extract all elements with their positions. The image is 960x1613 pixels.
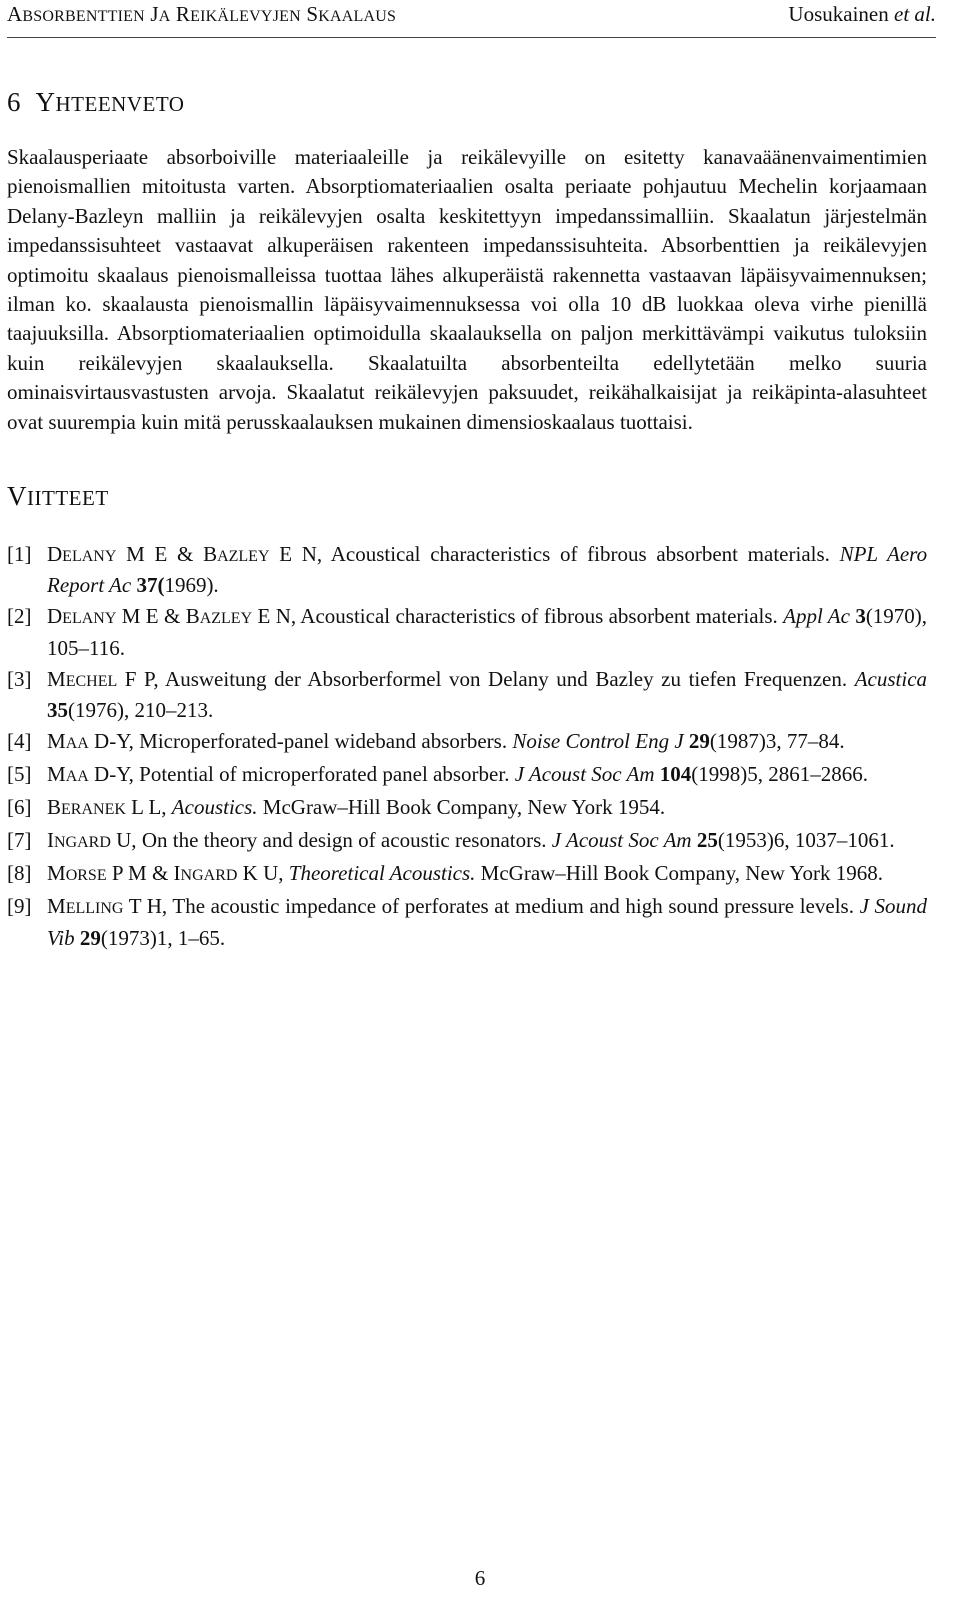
reference-title: Acoustical characteristics of fibrous absorbent materials. [296, 604, 784, 629]
reference-number: [5] [7, 762, 32, 787]
reference-volume: 29 [79, 925, 101, 950]
reference-item [7, 602, 927, 663]
author-etal: et al. [894, 2, 936, 26]
reference-journal: NPL Aero Report Ac [47, 542, 928, 598]
running-title: ABSORBENTTIEN JA REIKÄLEVYJEN SKAALAUS [7, 2, 397, 26]
reference-journal: Acustica [854, 666, 928, 691]
reference-journal: Noise Control Eng J [512, 729, 684, 754]
reference-details: (1987)3, 77–84. [709, 729, 845, 754]
reference-title: Ausweitung der Absorberformel von Delany und Bazley zu tiefen Frequenzen. [158, 666, 855, 691]
reference-number: [2] [7, 604, 32, 629]
reference-number: [6] [7, 795, 32, 820]
reference-number: [1] [7, 542, 32, 566]
reference-journal: J Acoust Soc Am [551, 828, 692, 853]
author-name: Uosukainen [788, 2, 889, 26]
reference-list [7, 540, 927, 955]
reference-details: McGraw–Hill Book Company, New York 1954. [257, 795, 666, 820]
reference-volume: 35 [47, 698, 68, 723]
reference-item [7, 892, 927, 953]
reference-journal: Acoustics. [171, 795, 258, 820]
reference-title: The acoustic impedance of perforates at medium and high sound pressure levels. [167, 894, 860, 919]
reference-authors: MECHEL F P, [47, 666, 159, 691]
reference-journal: J Acoust Soc Am [514, 762, 655, 787]
reference-title: Acoustical characteristics of fibrous absorbent materials. [322, 542, 840, 566]
reference-authors: MORSE P M & INGARD K U, [47, 861, 284, 886]
running-author [788, 2, 936, 27]
reference-details: (1973)1, 1–65. [100, 925, 226, 950]
reference-authors: MAA D-Y, [47, 762, 134, 787]
running-header [7, 0, 936, 38]
reference-title: Microperforated-panel wideband absorbers. [133, 729, 513, 754]
reference-number: [7] [7, 828, 32, 853]
reference-title: Potential of microperforated panel absorber. [133, 762, 515, 787]
reference-item [7, 826, 927, 857]
reference-details: (1953)6, 1037–1061. [717, 828, 895, 853]
reference-authors: BERANEK L L, [47, 795, 167, 820]
reference-number: [8] [7, 861, 32, 886]
reference-authors: INGARD U, [47, 828, 137, 853]
reference-volume: 3 [855, 604, 866, 629]
reference-volume: 37( [136, 573, 165, 598]
reference-number: [4] [7, 729, 32, 754]
reference-details: (1998)5, 2861–2866. [691, 762, 868, 787]
reference-title: On the theory and design of acoustic resonators. [136, 828, 552, 853]
reference-journal: J Sound Vib [47, 894, 927, 950]
reference-volume: 104 [659, 762, 692, 787]
reference-details: (1976), 210–213. [68, 698, 214, 723]
section-heading [7, 87, 184, 118]
section-title: YHTEENVETO [35, 87, 185, 117]
reference-authors: MAA D-Y, [47, 729, 134, 754]
reference-item [7, 760, 927, 791]
reference-item [7, 793, 927, 824]
reference-item [7, 727, 927, 758]
reference-journal: Theoretical Acoustics. [288, 861, 476, 886]
reference-authors: DELANY M E & BAZLEY E N, [47, 604, 297, 629]
reference-details: McGraw–Hill Book Company, New York 1968. [475, 861, 883, 886]
reference-volume: 29 [688, 729, 710, 754]
reference-details: 1969). [164, 573, 219, 598]
references-heading: VIITTEET [7, 481, 109, 511]
reference-item [7, 665, 927, 726]
reference-item [7, 540, 927, 601]
summary-paragraph: Skaalausperiaate absorboiville materiaaleille ja reikälevyille on esitetty kanavaäänenvaimentimien pienoismallien mitoitusta varten. Absorptiomateriaalien osalta periaate pohjautuu Mechelin korjaamaan Delany-Bazleyn malliin ja reikälevyjen osalta keskitettyyn impedanssimalliin. Skaalatun järjestelmän impedanssisuhteet vastaavat alkuperäisen rakenteen impedanssisuhteita. Absorbenttien ja reikälevyjen optimoitu skaalaus pienoismalleissa tuottaa lähes alkuperäistä rakennetta vastaavan läpäisyvaimennuksen; ilman ko. skaalausta pienoismallin läpäisyvaimennuksessa voi olla 10 dB luokkaa oleva virhe pienillä taajuuksilla. Absorptiomateriaalien optimoidulla skaalauksella on paljon merkittävämpi vaikutus tuloksiin kuin reikälevyjen skaalauksella. Skaalatuilta absorbenteilta edellytetään melko suuria ominaisvirtausvastusten arvoja. Skaalatut reikälevyjen paksuudet, reikähalkaisijat ja reikäpinta-alasuhteet ovat suurempia kuin mitä perusskaalauksen mukainen dimensioskaalaus tuottaisi. [7, 145, 927, 434]
reference-journal: Appl Ac [783, 604, 850, 629]
reference-authors: MELLING T H, [47, 894, 168, 919]
reference-number: [3] [7, 666, 32, 691]
reference-volume: 25 [696, 828, 718, 853]
reference-item [7, 859, 927, 890]
reference-number: [9] [7, 894, 32, 919]
reference-details: (1970), 105–116. [47, 604, 928, 660]
reference-authors: DELANY M E & BAZLEY E N, [47, 542, 323, 566]
page-number: 6 [474, 1566, 486, 1590]
section-number: 6 [7, 87, 21, 117]
